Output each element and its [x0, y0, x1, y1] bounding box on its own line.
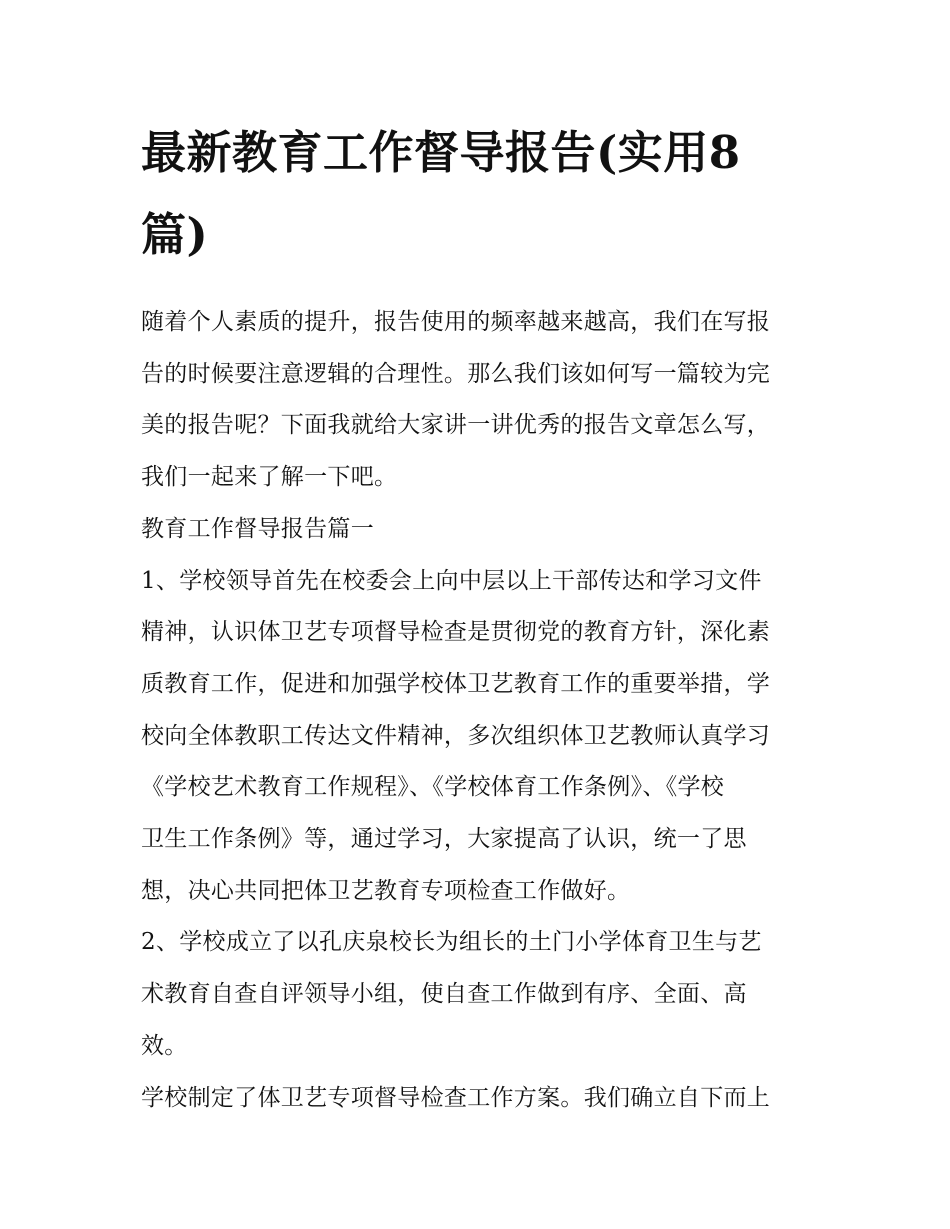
- text-line: 《学校艺术教育工作规程》、《学校体育工作条例》、《学校: [141, 774, 725, 801]
- document-title: [141, 112, 813, 276]
- text-line: 卫生工作条例》等，通过学习，大家提高了认识，统一了思: [141, 826, 747, 853]
- text-line: 1、学校领导首先在校委会上向中层以上干部传达和学习文件: [141, 567, 762, 594]
- body-paragraph: [141, 1073, 813, 1125]
- body-paragraph: [141, 917, 813, 1072]
- text-line: 美的报告呢？下面我就给大家讲一讲优秀的报告文章怎么写，: [141, 412, 771, 439]
- text-line: 精神，认识体卫艺专项督导检查是贯彻党的教育方针，深化素: [141, 619, 771, 646]
- text-line: 质教育工作，促进和加强学校体卫艺教育工作的重要举措，学: [141, 670, 771, 697]
- section-heading: [141, 504, 813, 556]
- text-line: 想，决心共同把体卫艺教育专项检查工作做好。: [141, 877, 631, 904]
- document-content: [141, 112, 813, 1124]
- text-line: 校向全体教职工传达文件精神，多次组织体卫艺教师认真学习: [141, 722, 771, 749]
- text-line: 教育工作督导报告篇一: [141, 515, 374, 542]
- text-line: 我们一起来了解一下吧。: [141, 464, 398, 491]
- text-line: 2、学校成立了以孔庆泉校长为组长的土门小学体育卫生与艺: [141, 929, 762, 956]
- body-paragraph: [141, 556, 813, 918]
- text-line: 术教育自查自评领导小组，使自查工作做到有序、全面、高: [141, 981, 747, 1008]
- text-line: 效。: [141, 1032, 188, 1059]
- text-line: 告的时候要注意逻辑的合理性。那么我们该如何写一篇较为完: [141, 360, 771, 387]
- text-line: 随着个人素质的提升，报告使用的频率越来越高，我们在写报: [141, 309, 771, 335]
- document-title-line: 最新教育工作督导报告(实用8: [141, 126, 741, 179]
- document-title-line: 篇): [141, 208, 209, 261]
- intro-paragraph: [141, 297, 813, 504]
- text-line: 学校制定了体卫艺专项督导检查工作方案。我们确立自下而上: [141, 1084, 771, 1111]
- document-body: [141, 297, 813, 1124]
